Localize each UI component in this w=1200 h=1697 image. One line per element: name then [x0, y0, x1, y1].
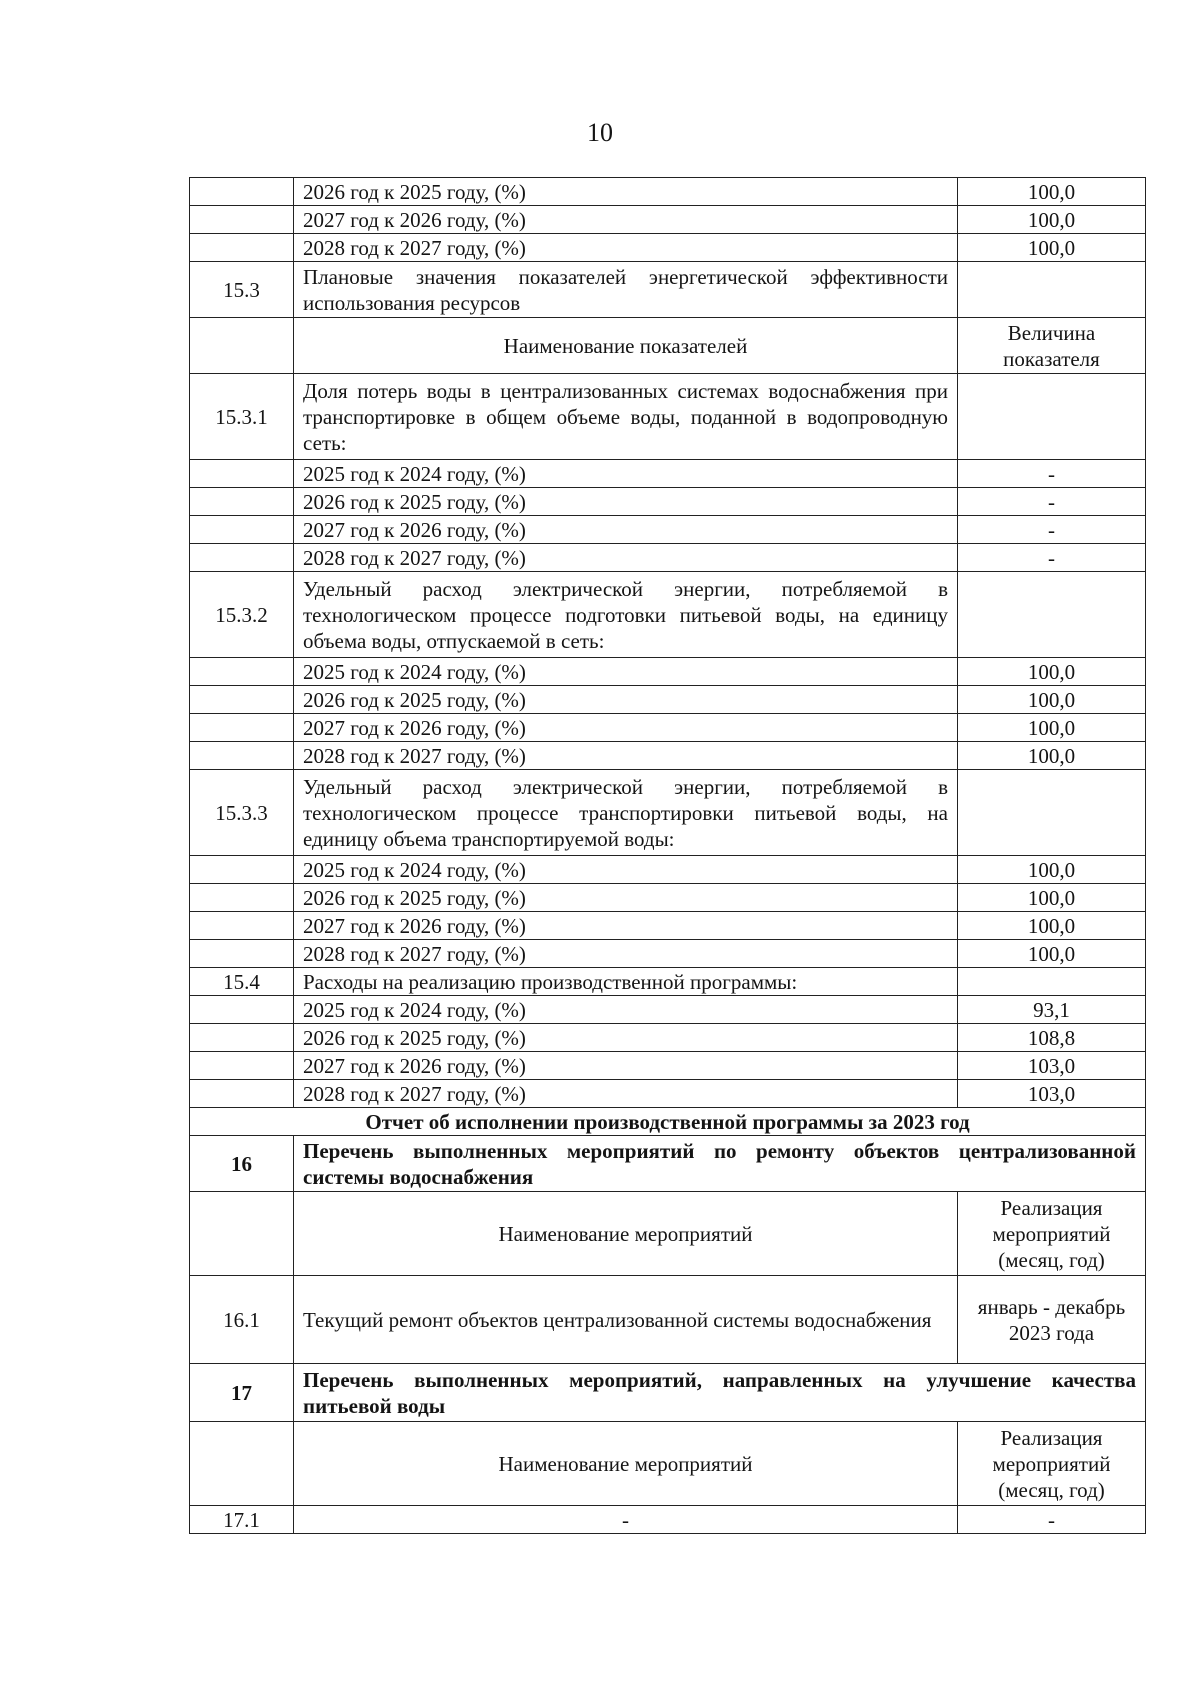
- row-number: [190, 318, 294, 374]
- row-value: 100,0: [958, 884, 1146, 912]
- row-number: [190, 1052, 294, 1080]
- row-number: [190, 940, 294, 968]
- row-number: [190, 884, 294, 912]
- row-value: 100,0: [958, 234, 1146, 262]
- table-row: [190, 516, 1146, 544]
- table-row: [190, 374, 1146, 460]
- row-text: 2027 год к 2026 году, (%): [294, 1052, 958, 1080]
- table-row: [190, 572, 1146, 658]
- row-value: [958, 572, 1146, 658]
- row-number: [190, 1024, 294, 1052]
- row-number: 15.3.2: [190, 572, 294, 658]
- row-number: [190, 912, 294, 940]
- table-row: [190, 544, 1146, 572]
- table-row: [190, 856, 1146, 884]
- row-value: 100,0: [958, 714, 1146, 742]
- table-row: [190, 234, 1146, 262]
- row-number: [190, 178, 294, 206]
- row-text: 2026 год к 2025 году, (%): [294, 686, 958, 714]
- row-value: 108,8: [958, 1024, 1146, 1052]
- row-number: [190, 234, 294, 262]
- column-header-implementation: Реализация мероприятий (месяц, год): [958, 1422, 1146, 1506]
- row-text: 2025 год к 2024 году, (%): [294, 658, 958, 686]
- row-number: [190, 1192, 294, 1276]
- row-text: 2028 год к 2027 году, (%): [294, 742, 958, 770]
- row-value: 100,0: [958, 856, 1146, 884]
- row-number: 15.3.3: [190, 770, 294, 856]
- row-text: Доля потерь воды в централизованных системах водоснабжения при транспортировке в общем объеме воды, поданной в водопроводную сеть:: [294, 374, 958, 460]
- row-value: 100,0: [958, 940, 1146, 968]
- row-text: 2028 год к 2027 году, (%): [294, 940, 958, 968]
- row-text: 2027 год к 2026 году, (%): [294, 206, 958, 234]
- row-value: [958, 770, 1146, 856]
- row-text: -: [294, 1506, 958, 1534]
- row-value: 103,0: [958, 1080, 1146, 1108]
- row-value: 103,0: [958, 1052, 1146, 1080]
- row-text: 2028 год к 2027 году, (%): [294, 544, 958, 572]
- table-row: [190, 742, 1146, 770]
- table-row: [190, 714, 1146, 742]
- row-value: 100,0: [958, 912, 1146, 940]
- indicators-table: [189, 177, 1146, 1534]
- row-number: [190, 206, 294, 234]
- row-number: [190, 686, 294, 714]
- table-row: [190, 884, 1146, 912]
- row-text: 2026 год к 2025 году, (%): [294, 178, 958, 206]
- row-text: Удельный расход электрической энергии, потребляемой в технологическом процессе транспортировки питьевой воды, на единицу объема транспортируемой воды:: [294, 770, 958, 856]
- row-text: Перечень выполненных мероприятий по ремонту объектов централизованной системы водоснабжения: [294, 1136, 1146, 1192]
- table-row: [190, 770, 1146, 856]
- column-header-value: Величина показателя: [958, 318, 1146, 374]
- row-number: [190, 658, 294, 686]
- row-value: 100,0: [958, 178, 1146, 206]
- row-text: 2027 год к 2026 году, (%): [294, 516, 958, 544]
- row-value: [958, 968, 1146, 996]
- row-number: 16.1: [190, 1276, 294, 1364]
- table-row: [190, 1136, 1146, 1192]
- column-header-activity: Наименование мероприятий: [294, 1192, 958, 1276]
- row-text: Удельный расход электрической энергии, потребляемой в технологическом процессе подготовки питьевой воды, на единицу объема воды, отпускаемой в сеть:: [294, 572, 958, 658]
- row-text: 2025 год к 2024 году, (%): [294, 460, 958, 488]
- row-value: -: [958, 1506, 1146, 1534]
- row-value: 100,0: [958, 742, 1146, 770]
- table-row: [190, 1506, 1146, 1534]
- row-value: 100,0: [958, 658, 1146, 686]
- table-row: [190, 912, 1146, 940]
- row-number: [190, 488, 294, 516]
- row-number: 17: [190, 1364, 294, 1422]
- row-number: 17.1: [190, 1506, 294, 1534]
- row-number: [190, 1422, 294, 1506]
- row-value: [958, 374, 1146, 460]
- page-number: 10: [587, 118, 613, 147]
- row-text: Перечень выполненных мероприятий, направленных на улучшение качества питьевой воды: [294, 1364, 1146, 1422]
- column-header-indicator: Наименование показателей: [294, 318, 958, 374]
- table-row: [190, 968, 1146, 996]
- row-value: -: [958, 488, 1146, 516]
- row-text: 2026 год к 2025 году, (%): [294, 488, 958, 516]
- table-row: [190, 658, 1146, 686]
- table-header-row: [190, 1192, 1146, 1276]
- row-number: [190, 516, 294, 544]
- table-row: [190, 940, 1146, 968]
- row-number: [190, 714, 294, 742]
- table-row: [190, 460, 1146, 488]
- column-header-implementation: Реализация мероприятий (месяц, год): [958, 1192, 1146, 1276]
- row-text: 2027 год к 2026 году, (%): [294, 912, 958, 940]
- table-row: [190, 488, 1146, 516]
- row-value: -: [958, 516, 1146, 544]
- row-text: 2025 год к 2024 году, (%): [294, 856, 958, 884]
- row-number: 15.3: [190, 262, 294, 318]
- table-row: [190, 1024, 1146, 1052]
- row-value: -: [958, 460, 1146, 488]
- row-text: 2027 год к 2026 году, (%): [294, 714, 958, 742]
- row-text: 2028 год к 2027 году, (%): [294, 234, 958, 262]
- row-value: -: [958, 544, 1146, 572]
- table-header-row: [190, 1422, 1146, 1506]
- row-number: 16: [190, 1136, 294, 1192]
- row-text: 2026 год к 2025 году, (%): [294, 1024, 958, 1052]
- row-number: [190, 1080, 294, 1108]
- row-text: 2026 год к 2025 году, (%): [294, 884, 958, 912]
- table-row: [190, 1052, 1146, 1080]
- row-number: [190, 742, 294, 770]
- table-row: [190, 996, 1146, 1024]
- table-row: [190, 1364, 1146, 1422]
- row-number: [190, 996, 294, 1024]
- row-value: 93,1: [958, 996, 1146, 1024]
- row-number: 15.3.1: [190, 374, 294, 460]
- column-header-activity: Наименование мероприятий: [294, 1422, 958, 1506]
- row-text: 2025 год к 2024 году, (%): [294, 996, 958, 1024]
- section-heading-row: [190, 1108, 1146, 1136]
- row-value: январь - декабрь 2023 года: [958, 1276, 1146, 1364]
- row-text: Плановые значения показателей энергетической эффективности использования ресурсов: [294, 262, 958, 318]
- row-value: 100,0: [958, 206, 1146, 234]
- table-header-row: [190, 318, 1146, 374]
- row-number: [190, 856, 294, 884]
- row-number: [190, 460, 294, 488]
- table-row: [190, 1276, 1146, 1364]
- table-row: [190, 1080, 1146, 1108]
- table-row: [190, 686, 1146, 714]
- section-heading: Отчет об исполнении производственной программы за 2023 год: [190, 1108, 1146, 1136]
- row-text: Расходы на реализацию производственной программы:: [294, 968, 958, 996]
- table-row: [190, 178, 1146, 206]
- row-number: [190, 544, 294, 572]
- row-text: 2028 год к 2027 году, (%): [294, 1080, 958, 1108]
- table-row: [190, 206, 1146, 234]
- row-value: 100,0: [958, 686, 1146, 714]
- row-text: Текущий ремонт объектов централизованной системы водоснабжения: [294, 1276, 958, 1364]
- row-number: 15.4: [190, 968, 294, 996]
- table-row: [190, 262, 1146, 318]
- row-value: [958, 262, 1146, 318]
